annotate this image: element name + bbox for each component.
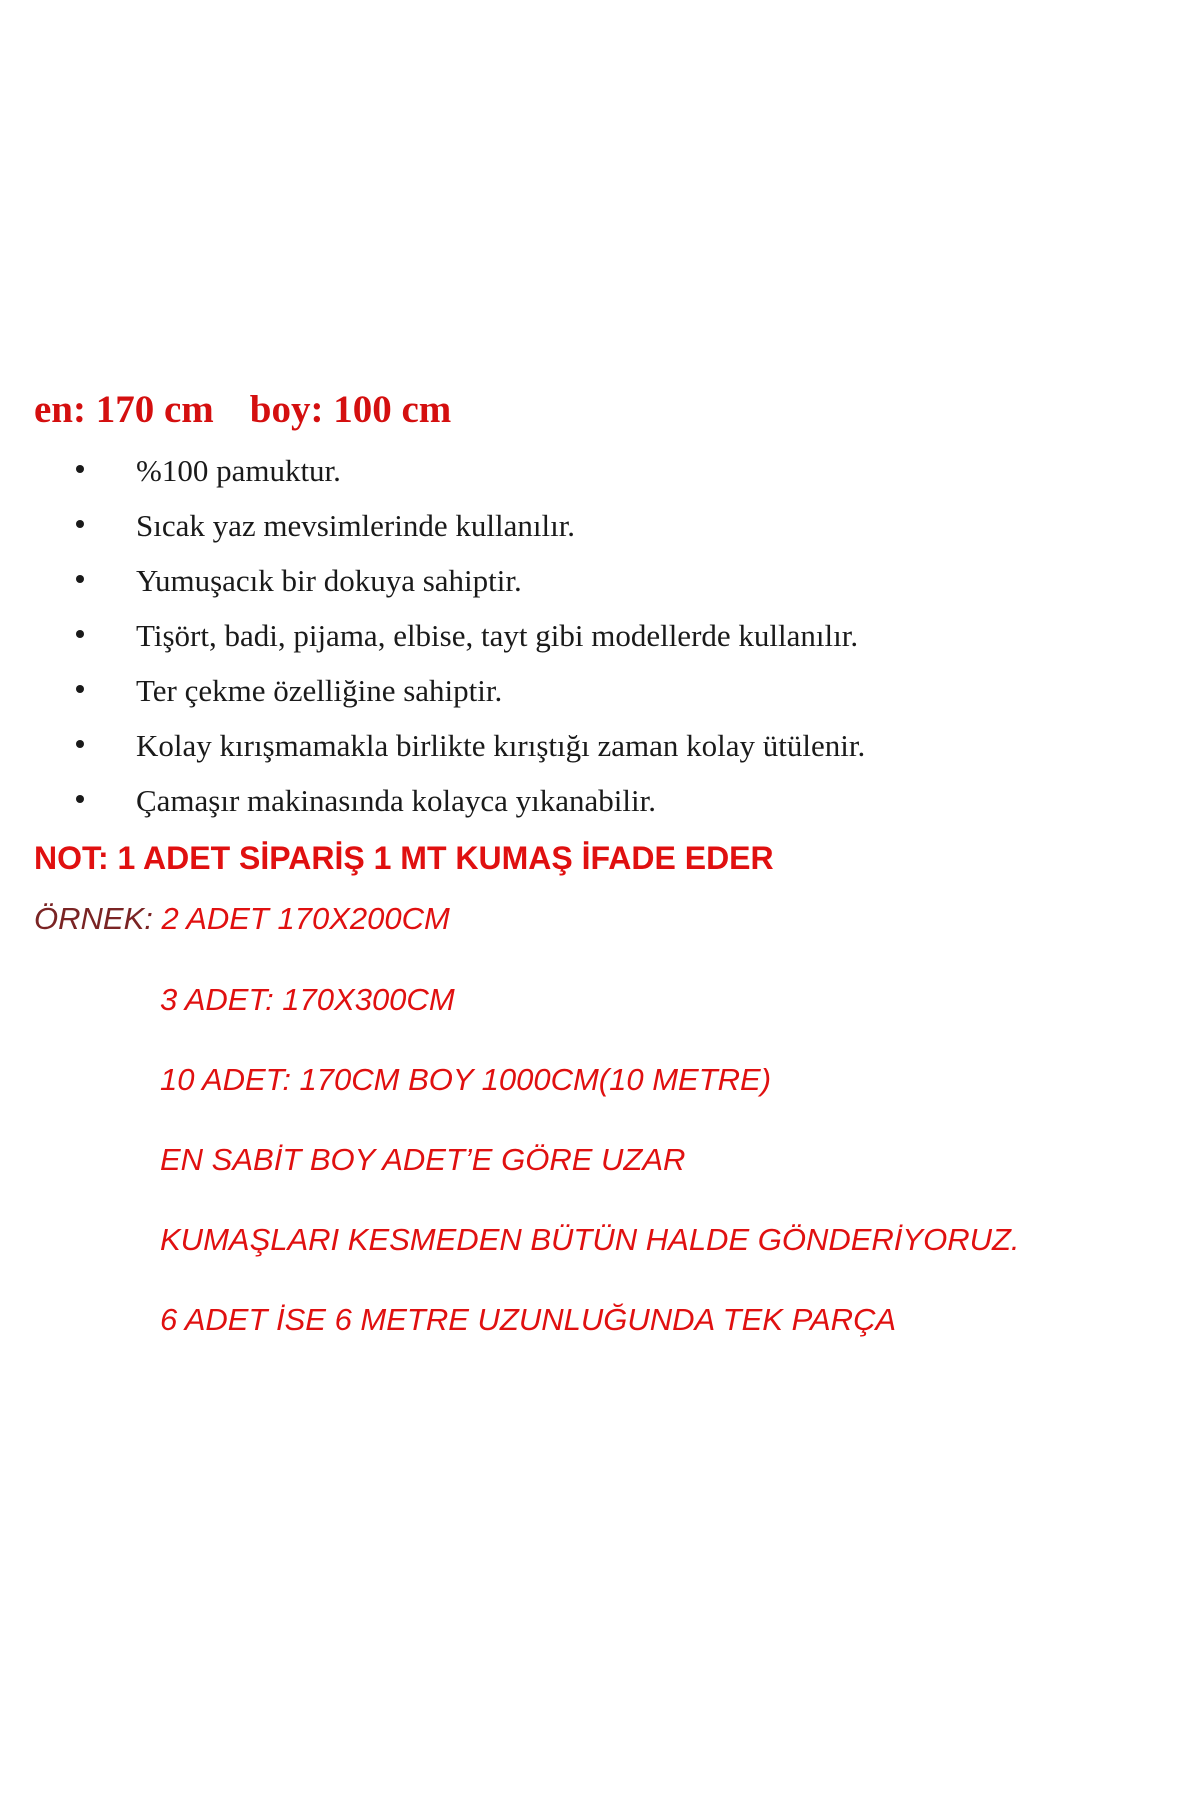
example-line: 6 ADET İSE 6 METRE UZUNLUĞUNDA TEK PARÇA xyxy=(160,1302,897,1337)
bullet-icon xyxy=(76,795,84,803)
feature-text: %100 pamuktur. xyxy=(136,453,341,488)
bullet-icon xyxy=(76,685,84,693)
feature-text: Kolay kırışmamakla birlikte kırıştığı zaman kolay ütülenir. xyxy=(136,728,866,763)
feature-list xyxy=(76,455,865,840)
feature-text: Çamaşır makinasında kolayca yıkanabilir. xyxy=(136,783,656,818)
feature-text: Yumuşacık bir dokuya sahiptir. xyxy=(136,563,522,598)
fabric-dimensions xyxy=(34,390,451,429)
example-line: KUMAŞLARI KESMEDEN BÜTÜN HALDE GÖNDERİYORUZ. xyxy=(160,1222,1020,1257)
example-list xyxy=(160,984,1020,1384)
bullet-icon xyxy=(76,575,84,583)
bullet-icon xyxy=(76,465,84,473)
fabric-width: en: 170 cm xyxy=(34,388,214,431)
list-item xyxy=(76,510,865,565)
list-item xyxy=(76,785,865,840)
example-heading xyxy=(34,903,450,934)
bullet-icon xyxy=(76,630,84,638)
list-item xyxy=(76,455,865,510)
list-item xyxy=(76,565,865,620)
list-item xyxy=(76,730,865,785)
example-line: 3 ADET: 170X300CM xyxy=(160,982,455,1017)
bullet-icon xyxy=(76,520,84,528)
feature-text: Sıcak yaz mevsimlerinde kullanılır. xyxy=(136,508,576,543)
feature-text: Ter çekme özelliğine sahiptir. xyxy=(136,673,503,708)
example-label: ÖRNEK: xyxy=(34,901,153,936)
list-item xyxy=(76,675,865,730)
example-first-line: 2 ADET 170X200CM xyxy=(161,901,450,936)
bullet-icon xyxy=(76,740,84,748)
order-note: NOT: 1 ADET SİPARİŞ 1 MT KUMAŞ İFADE EDER xyxy=(34,840,774,876)
fabric-length: boy: 100 cm xyxy=(249,388,452,431)
example-line: 10 ADET: 170CM BOY 1000CM(10 METRE) xyxy=(160,1062,772,1097)
example-line: EN SABİT BOY ADET’E GÖRE UZAR xyxy=(160,1142,686,1177)
feature-text: Tişört, badi, pijama, elbise, tayt gibi modellerde kullanılır. xyxy=(136,618,859,653)
list-item xyxy=(76,620,865,675)
